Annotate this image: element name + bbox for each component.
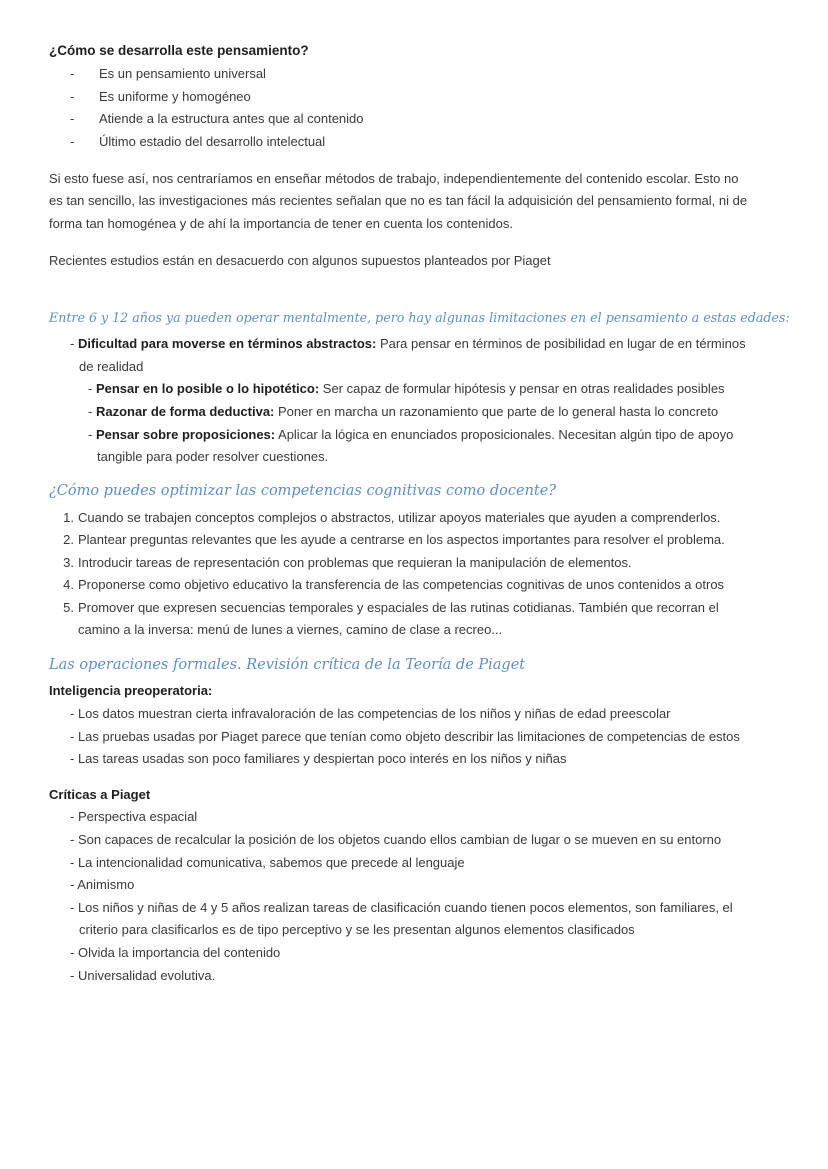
sub-list-item-continuation: tangible para poder resolver cuestiones.: [97, 449, 329, 464]
list-item: - Perspectiva espacial: [70, 809, 198, 824]
list-item-continuation: de realidad: [79, 359, 144, 374]
paragraph-line: Si esto fuese así, nos centraríamos en enseñar métodos de trabajo, independientemente del contenido escolar. Esto no: [49, 171, 739, 186]
paragraph: Recientes estudios están en desacuerdo con algunos supuestos planteados por Piaget: [49, 253, 551, 268]
paragraph-line: forma tan homogénea y de ahí la importancia de tener en cuenta los contenidos.: [49, 216, 513, 231]
list-item: - Las pruebas usadas por Piaget parece que tenían como objeto describir las limitaciones de competencias de estos: [70, 729, 740, 744]
numbered-item: 4. Proponerse como objetivo educativo la transferencia de las competencias cognitivas de unos contenidos a otros: [63, 577, 725, 592]
section4-subheading: Inteligencia preoperatoria:: [49, 683, 213, 698]
sub-list-item: - Pensar en lo posible o lo hipotético: Ser capaz de formular hipótesis y pensar en otras realidades posibles: [88, 381, 725, 396]
numbered-item-continuation: camino a la inversa: menú de lunes a viernes, camino de clase a recreo...: [78, 622, 503, 637]
numbered-item: 1. Cuando se trabajen conceptos complejos o abstractos, utilizar apoyos materiales que ayuden a comprenderlos.: [63, 510, 721, 525]
paragraph-line: es tan sencillo, las investigaciones más recientes señalan que no es tan fácil la adquisición del pensamiento formal, ni de: [49, 193, 748, 208]
list-item: - Las tareas usadas son poco familiares y despiertan poco interés en los niños y niñas: [70, 751, 567, 766]
list-item: - Son capaces de recalcular la posición de los objetos cuando ellos cambian de lugar o se mueven en su entorno: [70, 832, 722, 847]
list-item: - Último estadio del desarrollo intelectual: [70, 134, 326, 149]
list-item: - Universalidad evolutiva.: [70, 968, 216, 983]
list-item: - Animismo: [70, 877, 135, 892]
list-item: - Atiende a la estructura antes que al contenido: [70, 111, 364, 126]
section5-heading: Críticas a Piaget: [49, 787, 151, 802]
numbered-item: 3. Introducir tareas de representación con problemas que requieran la manipulación de elementos.: [63, 555, 632, 570]
section3-heading: ¿Cómo puedes optimizar las competencias cognitivas como docente?: [49, 483, 557, 499]
list-item: - Es uniforme y homogéneo: [70, 89, 251, 104]
numbered-item: 5. Promover que expresen secuencias temporales y espaciales de las rutinas cotidianas. También que recorran el: [63, 600, 719, 615]
section1-heading: ¿Cómo se desarrolla este pensamiento?: [49, 43, 309, 58]
list-item: - La intencionalidad comunicativa, sabemos que precede al lenguaje: [70, 855, 465, 870]
sub-list-item: - Pensar sobre proposiciones: Aplicar la lógica en enunciados proposicionales. Necesitan algún tipo de apoyo: [88, 427, 734, 442]
list-item-continuation: criterio para clasificarlos es de tipo perceptivo y se les presentan algunos elementos clasificados: [79, 922, 635, 937]
list-item: - Olvida la importancia del contenido: [70, 945, 281, 960]
list-item: - Es un pensamiento universal: [70, 66, 266, 81]
numbered-item: 2. Plantear preguntas relevantes que les ayude a centrarse en los aspectos importantes para resolver el problema.: [63, 532, 725, 547]
section2-heading: Entre 6 y 12 años ya pueden operar mentalmente, pero hay algunas limitaciones en el pensamiento a estas edades:: [49, 310, 790, 325]
list-item: - Dificultad para moverse en términos abstractos: Para pensar en términos de posibilidad en lugar de en términos: [70, 336, 746, 351]
sub-list-item: - Razonar de forma deductiva: Poner en marcha un razonamiento que parte de lo general hasta lo concreto: [88, 404, 719, 419]
section4-heading: Las operaciones formales. Revisión crítica de la Teoría de Piaget: [49, 657, 526, 673]
list-item: - Los datos muestran cierta infravaloración de las competencias de los niños y niñas de edad preescolar: [70, 706, 671, 721]
list-item: - Los niños y niñas de 4 y 5 años realizan tareas de clasificación cuando tienen pocos elementos, son familiares, el: [70, 900, 733, 915]
